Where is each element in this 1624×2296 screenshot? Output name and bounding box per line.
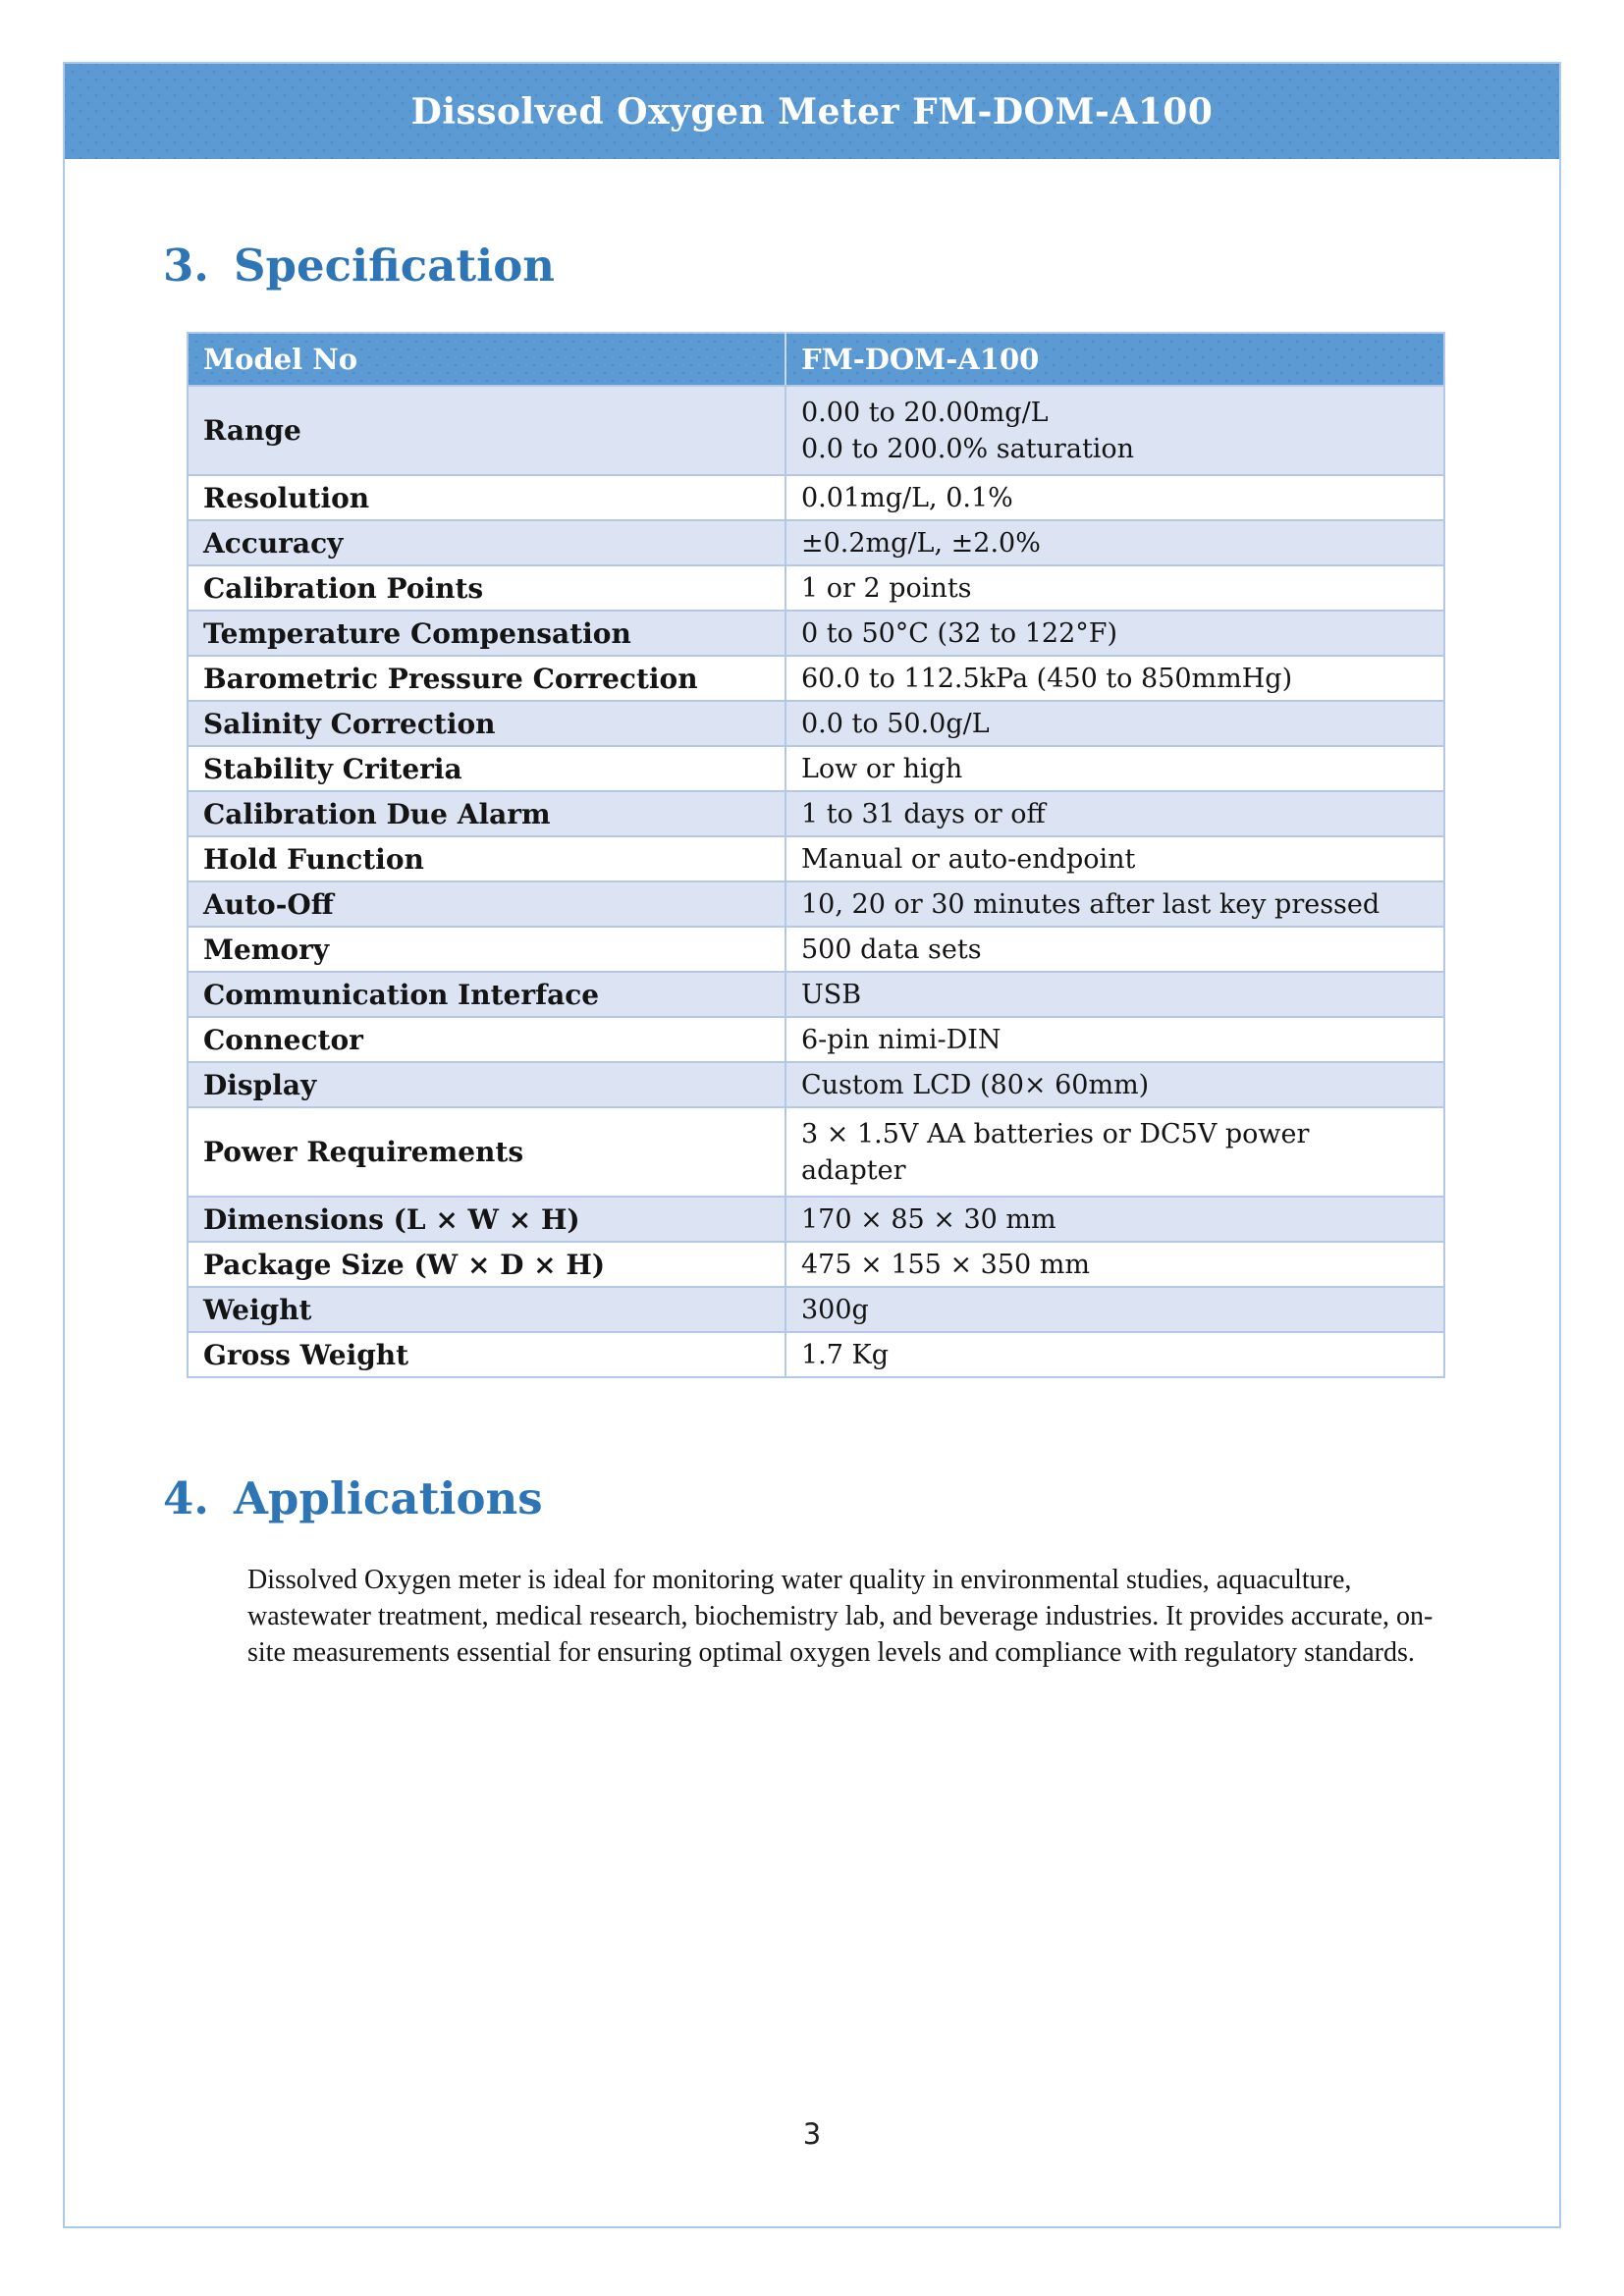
page-footer — [65, 2117, 1559, 2151]
spec-table-row — [188, 1332, 1444, 1377]
spec-row-value: ±0.2mg/L, ±2.0% — [785, 520, 1444, 565]
spec-table-row — [188, 836, 1444, 881]
spec-table-row — [188, 791, 1444, 836]
spec-row-value: USB — [785, 972, 1444, 1017]
spec-table-row — [188, 1017, 1444, 1062]
spec-row-value: 1.7 Kg — [785, 1332, 1444, 1377]
spec-table-row — [188, 746, 1444, 791]
spec-header-value: FM-DOM-A100 — [785, 333, 1444, 386]
spec-row-value: 60.0 to 112.5kPa (450 to 850mmHg) — [785, 656, 1444, 701]
spec-table-row — [188, 1197, 1444, 1242]
spec-row-label: Auto-Off — [188, 881, 785, 927]
spec-row-label: Accuracy — [188, 520, 785, 565]
spec-row-value: Low or high — [785, 746, 1444, 791]
spec-table-row — [188, 656, 1444, 701]
spec-table-row — [188, 1242, 1444, 1287]
section-title: Specification — [233, 240, 555, 292]
spec-row-value — [785, 1107, 1444, 1197]
spec-row-label: Dimensions (L × W × H) — [188, 1197, 785, 1242]
spec-row-label: Resolution — [188, 475, 785, 520]
spec-table-row — [188, 927, 1444, 972]
spec-row-label: Package Size (W × D × H) — [188, 1242, 785, 1287]
spec-table-row — [188, 475, 1444, 520]
section-number: 3. — [163, 240, 209, 292]
spec-row-value-line: 0.0 to 200.0% saturation — [801, 433, 1135, 464]
spec-table-row — [188, 881, 1444, 927]
spec-table-row — [188, 972, 1444, 1017]
spec-row-value: 10, 20 or 30 minutes after last key pressed — [785, 881, 1444, 927]
page-number: 3 — [802, 2117, 822, 2151]
spec-row-label: Calibration Due Alarm — [188, 791, 785, 836]
spec-row-value: Manual or auto-endpoint — [785, 836, 1444, 881]
spec-row-label: Memory — [188, 927, 785, 972]
spec-table-row — [188, 701, 1444, 746]
spec-row-label: Weight — [188, 1287, 785, 1332]
spec-row-value: 0 to 50°C (32 to 122°F) — [785, 611, 1444, 656]
spec-header-label: Model No — [188, 333, 785, 386]
section-heading-applications — [163, 1472, 543, 1524]
spec-table-row — [188, 565, 1444, 611]
spec-row-label: Calibration Points — [188, 565, 785, 611]
spec-table-row — [188, 520, 1444, 565]
spec-row-value: 0.0 to 50.0g/L — [785, 701, 1444, 746]
specification-table-head — [188, 333, 1444, 386]
spec-row-label: Power Requirements — [188, 1107, 785, 1197]
document-header — [65, 64, 1559, 159]
document-title: Dissolved Oxygen Meter FM-DOM-A100 — [410, 90, 1214, 133]
spec-row-value: 170 × 85 × 30 mm — [785, 1197, 1444, 1242]
spec-table-body — [188, 386, 1444, 1377]
spec-row-value: 0.01mg/L, 0.1% — [785, 475, 1444, 520]
section-number: 4. — [163, 1472, 209, 1524]
spec-table-row — [188, 1107, 1444, 1197]
spec-row-label: Gross Weight — [188, 1332, 785, 1377]
spec-header-row — [188, 333, 1444, 386]
specification-table — [187, 332, 1445, 1378]
spec-row-label: Temperature Compensation — [188, 611, 785, 656]
spec-row-label: Display — [188, 1062, 785, 1107]
spec-row-value — [785, 386, 1444, 475]
spec-table-row — [188, 611, 1444, 656]
spec-table-row — [188, 1062, 1444, 1107]
spec-row-label: Connector — [188, 1017, 785, 1062]
spec-row-value: 300g — [785, 1287, 1444, 1332]
spec-row-value-line: adapter — [801, 1154, 906, 1186]
applications-paragraph: Dissolved Oxygen meter is ideal for monitoring water quality in environmental studies, aquaculture, wastewater treatment, medical research, biochemistry lab, and beverage industries. It provides accurate, on-site measurements essential for ensuring optimal oxygen levels and compliance with regulatory standards. — [247, 1565, 1434, 1668]
spec-row-value: 1 or 2 points — [785, 565, 1444, 611]
spec-table-row — [188, 386, 1444, 475]
page-frame — [63, 62, 1561, 2228]
spec-row-label: Barometric Pressure Correction — [188, 656, 785, 701]
spec-row-value: 1 to 31 days or off — [785, 791, 1444, 836]
spec-row-label: Hold Function — [188, 836, 785, 881]
section-heading-specification — [163, 240, 555, 292]
spec-row-value: 475 × 155 × 350 mm — [785, 1242, 1444, 1287]
spec-row-value-line: 0.00 to 20.00mg/L — [801, 397, 1049, 428]
spec-row-value: Custom LCD (80× 60mm) — [785, 1062, 1444, 1107]
spec-row-label: Stability Criteria — [188, 746, 785, 791]
spec-table-row — [188, 1287, 1444, 1332]
spec-row-label: Communication Interface — [188, 972, 785, 1017]
spec-row-value: 6-pin nimi-DIN — [785, 1017, 1444, 1062]
spec-row-label: Salinity Correction — [188, 701, 785, 746]
section-title: Applications — [233, 1472, 543, 1524]
spec-row-value-line: 3 × 1.5V AA batteries or DC5V power — [801, 1118, 1310, 1149]
spec-row-label: Range — [188, 386, 785, 475]
spec-row-value: 500 data sets — [785, 927, 1444, 972]
